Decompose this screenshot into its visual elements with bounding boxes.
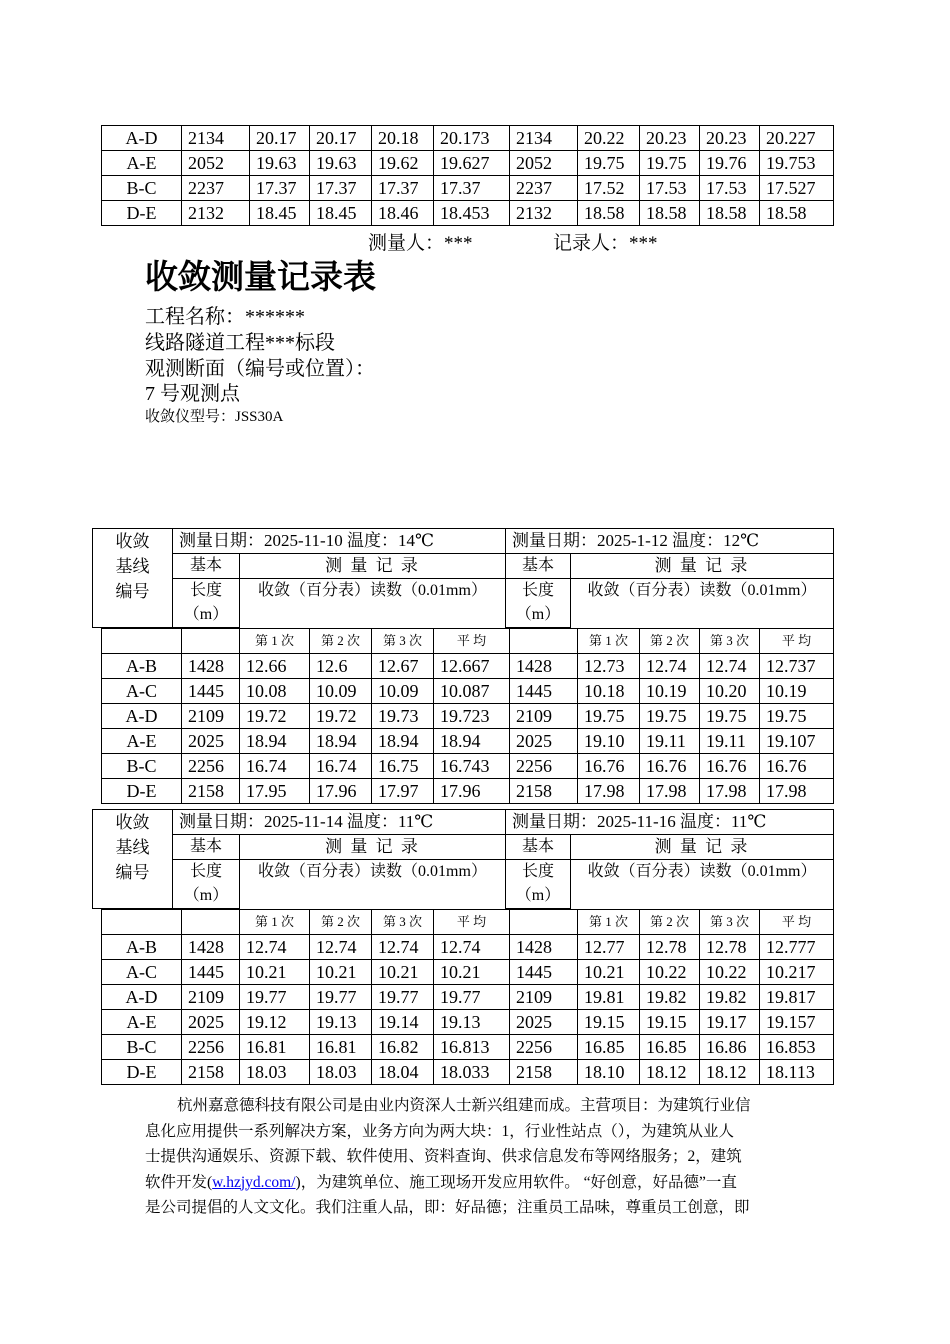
value-cell: 20.22: [578, 126, 640, 151]
column-header: 第 3 次: [700, 910, 760, 935]
value-cell: 18.03: [240, 1060, 310, 1085]
table-row: [102, 729, 834, 754]
top-data-table: [101, 125, 834, 226]
value-cell: 17.97: [372, 779, 434, 804]
base-length-unit: （m）: [173, 603, 240, 628]
value-cell: 18.94: [240, 729, 310, 754]
record-label: 测 量 记 录: [240, 554, 506, 579]
date-right: 测量日期：2025-1-12 温度：12℃: [506, 529, 834, 554]
baseline-id: D-E: [102, 1060, 182, 1085]
value-cell: 19.12: [240, 1010, 310, 1035]
paragraph-line: [145, 1170, 751, 1196]
baseline-id: A-D: [102, 704, 182, 729]
baseline-label-2: 基线: [115, 838, 150, 857]
value-cell: 2134: [510, 126, 578, 151]
value-cell: 12.74: [310, 935, 372, 960]
table-row: [102, 935, 834, 960]
baseline-id: A-B: [102, 654, 182, 679]
baseline-id: A-E: [102, 151, 182, 176]
value-cell: 16.82: [372, 1035, 434, 1060]
empty-cell: [510, 629, 578, 654]
value-cell: 2237: [510, 176, 578, 201]
value-cell: 19.11: [640, 729, 700, 754]
value-cell: 18.58: [700, 201, 760, 226]
value-cell: 19.627: [434, 151, 510, 176]
value-cell: 17.95: [240, 779, 310, 804]
table-row: [102, 126, 834, 151]
baseline-id: A-E: [102, 1010, 182, 1035]
value-cell: 19.817: [760, 985, 834, 1010]
value-cell: 2132: [510, 201, 578, 226]
value-cell: 17.98: [578, 779, 640, 804]
table1-data: [101, 628, 834, 804]
paragraph-line: 息化应用提供一系列解决方案，业务方向为两大块：1，行业性站点（），为建筑从业人: [145, 1122, 735, 1140]
value-cell: 18.58: [760, 201, 834, 226]
value-cell: 19.15: [640, 1010, 700, 1035]
value-cell: 17.98: [700, 779, 760, 804]
value-cell: 2025: [182, 729, 240, 754]
column-header: 第 2 次: [640, 910, 700, 935]
base-length-unit: （m）: [506, 603, 571, 628]
base-length-label: 基本: [506, 835, 571, 860]
value-cell: 16.85: [640, 1035, 700, 1060]
base-length-label: 长度: [173, 579, 240, 604]
value-cell: 19.15: [578, 1010, 640, 1035]
value-cell: 12.67: [372, 654, 434, 679]
value-cell: 18.04: [372, 1060, 434, 1085]
value-cell: 1428: [510, 935, 578, 960]
value-cell: 2025: [510, 729, 578, 754]
value-cell: 2256: [510, 1035, 578, 1060]
empty-cell: [510, 910, 578, 935]
value-cell: 18.10: [578, 1060, 640, 1085]
value-cell: 16.75: [372, 754, 434, 779]
value-cell: 2256: [182, 754, 240, 779]
baseline-id: A-C: [102, 960, 182, 985]
value-cell: 19.82: [700, 985, 760, 1010]
base-length-label: 基本: [506, 554, 571, 579]
value-cell: 2052: [510, 151, 578, 176]
value-cell: 19.107: [760, 729, 834, 754]
value-cell: 2052: [182, 151, 250, 176]
baseline-id: A-B: [102, 935, 182, 960]
value-cell: 19.13: [310, 1010, 372, 1035]
company-paragraph: [145, 1093, 751, 1221]
value-cell: 12.74: [700, 654, 760, 679]
value-cell: 18.58: [578, 201, 640, 226]
table-row: [102, 1060, 834, 1085]
instrument-model: 收敛仪型号：JSS30A: [145, 409, 284, 425]
value-cell: 16.85: [578, 1035, 640, 1060]
base-length-label: 基本: [173, 554, 240, 579]
value-cell: 10.21: [240, 960, 310, 985]
baseline-id: B-C: [102, 754, 182, 779]
project-name: 工程名称：******: [145, 306, 305, 328]
baseline-id: D-E: [102, 201, 182, 226]
value-cell: 18.94: [372, 729, 434, 754]
value-cell: 20.227: [760, 126, 834, 151]
paragraph-line: 士提供沟通娱乐、资源下载、软件使用、资料查询、供求信息发布等网络服务；2，建筑: [145, 1148, 742, 1165]
record-label: 测 量 记 录: [240, 835, 506, 860]
value-cell: 17.527: [760, 176, 834, 201]
value-cell: 2256: [182, 1035, 240, 1060]
value-cell: 20.173: [434, 126, 510, 151]
paragraph-line: 杭州嘉意德科技有限公司是由业内资深人士新兴组建而成。主营项目：为建筑行业信: [177, 1097, 751, 1114]
value-cell: 2132: [182, 201, 250, 226]
value-cell: 20.18: [372, 126, 434, 151]
value-cell: 1428: [182, 935, 240, 960]
value-cell: 12.73: [578, 654, 640, 679]
empty-cell: [102, 910, 182, 935]
value-cell: 10.18: [578, 679, 640, 704]
value-cell: 19.77: [310, 985, 372, 1010]
base-length-unit: （m）: [173, 884, 240, 909]
value-cell: 19.14: [372, 1010, 434, 1035]
value-cell: 10.087: [434, 679, 510, 704]
value-cell: 19.77: [434, 985, 510, 1010]
value-cell: 16.853: [760, 1035, 834, 1060]
value-cell: 1445: [510, 960, 578, 985]
value-cell: 20.17: [310, 126, 372, 151]
value-cell: 12.6: [310, 654, 372, 679]
value-cell: 10.08: [240, 679, 310, 704]
value-cell: 19.10: [578, 729, 640, 754]
value-cell: 19.75: [640, 704, 700, 729]
value-cell: 12.74: [434, 935, 510, 960]
value-cell: 1445: [182, 679, 240, 704]
value-cell: 19.62: [372, 151, 434, 176]
value-cell: 10.22: [700, 960, 760, 985]
column-header: 第 2 次: [310, 629, 372, 654]
value-cell: 19.76: [700, 151, 760, 176]
observation-section: 观测断面（编号或位置）：: [145, 358, 375, 380]
value-cell: 1428: [182, 654, 240, 679]
paragraph-text: )，为建筑单位、施工现场开发应用软件。 “好创意，好品德”一直: [295, 1173, 737, 1191]
value-cell: 16.74: [310, 754, 372, 779]
value-cell: 16.76: [640, 754, 700, 779]
value-cell: 19.77: [372, 985, 434, 1010]
baseline-label-1: 收敛: [115, 813, 150, 832]
column-header: 第 1 次: [240, 910, 310, 935]
column-header: 第 1 次: [240, 629, 310, 654]
table-row: [102, 779, 834, 804]
page-title: 收敛测量记录表: [145, 260, 376, 296]
value-cell: 18.46: [372, 201, 434, 226]
column-header: 第 3 次: [700, 629, 760, 654]
value-cell: 12.74: [372, 935, 434, 960]
paragraph-line: 是公司提倡的人文文化。我们注重人品，即：好品德；注重员工品味，尊重员工创意，即: [145, 1199, 750, 1216]
value-cell: 18.45: [310, 201, 372, 226]
value-cell: 16.86: [700, 1035, 760, 1060]
recorder-signature: 记录人：***: [553, 233, 658, 254]
value-cell: 18.113: [760, 1060, 834, 1085]
date-left: 测量日期：2025-11-10 温度：14℃: [173, 529, 506, 554]
value-cell: 10.21: [310, 960, 372, 985]
value-cell: 20.23: [700, 126, 760, 151]
value-cell: 2109: [182, 985, 240, 1010]
value-cell: 17.37: [434, 176, 510, 201]
table-row: [102, 754, 834, 779]
value-cell: 12.74: [240, 935, 310, 960]
base-length-label: 基本: [173, 835, 240, 860]
value-cell: 2025: [182, 1010, 240, 1035]
value-cell: 12.777: [760, 935, 834, 960]
value-cell: 10.21: [578, 960, 640, 985]
column-header-row: [102, 629, 834, 654]
baseline-id: A-D: [102, 126, 182, 151]
value-cell: 17.96: [310, 779, 372, 804]
table-row: [102, 679, 834, 704]
value-cell: 16.81: [240, 1035, 310, 1060]
value-cell: 10.09: [310, 679, 372, 704]
value-cell: 12.77: [578, 935, 640, 960]
value-cell: 1445: [510, 679, 578, 704]
column-header-row: [102, 910, 834, 935]
baseline-id: A-C: [102, 679, 182, 704]
value-cell: 10.19: [640, 679, 700, 704]
value-cell: 19.72: [310, 704, 372, 729]
value-cell: 2158: [510, 779, 578, 804]
column-header: 第 1 次: [578, 910, 640, 935]
base-length-label: 长度: [173, 860, 240, 885]
value-cell: 19.75: [760, 704, 834, 729]
value-cell: 19.77: [240, 985, 310, 1010]
baseline-label-2: 基线: [115, 557, 150, 576]
table-row: [102, 985, 834, 1010]
value-cell: 19.17: [700, 1010, 760, 1035]
value-cell: 17.37: [372, 176, 434, 201]
reading-label: 收敛（百分表）读数（0.01mm）: [240, 860, 506, 909]
value-cell: 17.37: [250, 176, 310, 201]
value-cell: 1428: [510, 654, 578, 679]
empty-cell: [182, 629, 240, 654]
value-cell: 2134: [182, 126, 250, 151]
column-header: 第 1 次: [578, 629, 640, 654]
column-header: 第 2 次: [640, 629, 700, 654]
empty-cell: [102, 629, 182, 654]
baseline-label-1: 收敛: [115, 532, 150, 551]
baseline-label-3: 编号: [115, 863, 150, 882]
value-cell: 17.37: [310, 176, 372, 201]
value-cell: 17.96: [434, 779, 510, 804]
value-cell: 18.12: [640, 1060, 700, 1085]
value-cell: 18.45: [250, 201, 310, 226]
paragraph-text: 软件开发(: [145, 1173, 213, 1191]
value-cell: 12.737: [760, 654, 834, 679]
value-cell: 18.03: [310, 1060, 372, 1085]
reading-label: 收敛（百分表）读数（0.01mm）: [240, 579, 506, 628]
base-length-unit: （m）: [506, 884, 571, 909]
column-header: 平 均: [760, 629, 834, 654]
value-cell: 1445: [182, 960, 240, 985]
record-label: 测 量 记 录: [571, 554, 834, 579]
value-cell: 2025: [510, 1010, 578, 1035]
reading-label: 收敛（百分表）读数（0.01mm）: [571, 860, 834, 909]
value-cell: 20.17: [250, 126, 310, 151]
baseline-id: A-D: [102, 985, 182, 1010]
value-cell: 10.09: [372, 679, 434, 704]
value-cell: 19.72: [240, 704, 310, 729]
value-cell: 18.58: [640, 201, 700, 226]
column-header: 第 2 次: [310, 910, 372, 935]
value-cell: 16.74: [240, 754, 310, 779]
value-cell: 20.23: [640, 126, 700, 151]
table-row: [102, 704, 834, 729]
value-cell: 12.78: [640, 935, 700, 960]
value-cell: 2109: [510, 704, 578, 729]
empty-cell: [182, 910, 240, 935]
column-header: 平 均: [760, 910, 834, 935]
value-cell: 12.66: [240, 654, 310, 679]
column-header: 第 3 次: [372, 910, 434, 935]
value-cell: 19.63: [310, 151, 372, 176]
table-row: [102, 201, 834, 226]
table-row: [102, 1035, 834, 1060]
value-cell: 10.22: [640, 960, 700, 985]
table-row: [102, 176, 834, 201]
record-label: 测 量 记 录: [571, 835, 834, 860]
value-cell: 17.98: [640, 779, 700, 804]
base-length-label: 长度: [506, 579, 571, 604]
baseline-id: B-C: [102, 176, 182, 201]
table-row: [102, 960, 834, 985]
baseline-label-3: 编号: [115, 582, 150, 601]
value-cell: 16.76: [700, 754, 760, 779]
observation-point: 7 号观测点: [145, 383, 240, 405]
value-cell: 10.19: [760, 679, 834, 704]
column-header: 平 均: [434, 629, 510, 654]
value-cell: 16.76: [578, 754, 640, 779]
value-cell: 16.813: [434, 1035, 510, 1060]
value-cell: 2109: [510, 985, 578, 1010]
value-cell: 10.21: [372, 960, 434, 985]
date-right: 测量日期：2025-11-16 温度：11℃: [506, 810, 834, 835]
value-cell: 19.63: [250, 151, 310, 176]
value-cell: 18.12: [700, 1060, 760, 1085]
baseline-id: D-E: [102, 779, 182, 804]
base-length-label: 长度: [506, 860, 571, 885]
value-cell: 2256: [510, 754, 578, 779]
value-cell: 16.76: [760, 754, 834, 779]
reading-label: 收敛（百分表）读数（0.01mm）: [571, 579, 834, 628]
value-cell: 19.82: [640, 985, 700, 1010]
value-cell: 2109: [182, 704, 240, 729]
baseline-id: B-C: [102, 1035, 182, 1060]
value-cell: 19.11: [700, 729, 760, 754]
value-cell: 17.52: [578, 176, 640, 201]
value-cell: 10.217: [760, 960, 834, 985]
column-header: 平 均: [434, 910, 510, 935]
value-cell: 17.53: [640, 176, 700, 201]
value-cell: 19.753: [760, 151, 834, 176]
value-cell: 2158: [510, 1060, 578, 1085]
value-cell: 19.157: [760, 1010, 834, 1035]
value-cell: 16.743: [434, 754, 510, 779]
value-cell: 19.723: [434, 704, 510, 729]
value-cell: 19.81: [578, 985, 640, 1010]
value-cell: 12.74: [640, 654, 700, 679]
date-left: 测量日期：2025-11-14 温度：11℃: [173, 810, 506, 835]
value-cell: 18.033: [434, 1060, 510, 1085]
value-cell: 19.75: [578, 704, 640, 729]
table2-header: [92, 809, 834, 909]
value-cell: 19.75: [700, 704, 760, 729]
column-header: 第 3 次: [372, 629, 434, 654]
value-cell: 19.75: [578, 151, 640, 176]
value-cell: 17.98: [760, 779, 834, 804]
table-row: [102, 1010, 834, 1035]
measurer-signature: 测量人：***: [368, 233, 473, 254]
value-cell: 18.94: [434, 729, 510, 754]
table1-header: [92, 528, 834, 628]
value-cell: 19.75: [640, 151, 700, 176]
value-cell: 16.81: [310, 1035, 372, 1060]
value-cell: 12.667: [434, 654, 510, 679]
value-cell: 2237: [182, 176, 250, 201]
baseline-id: A-E: [102, 729, 182, 754]
value-cell: 19.13: [434, 1010, 510, 1035]
value-cell: 17.53: [700, 176, 760, 201]
line-section: 线路隧道工程***标段: [145, 332, 335, 354]
value-cell: 10.20: [700, 679, 760, 704]
value-cell: 19.73: [372, 704, 434, 729]
value-cell: 18.94: [310, 729, 372, 754]
table-row: [102, 151, 834, 176]
table-row: [102, 654, 834, 679]
value-cell: 2158: [182, 779, 240, 804]
value-cell: 12.78: [700, 935, 760, 960]
value-cell: 2158: [182, 1060, 240, 1085]
website-link[interactable]: w.hzjyd.com/: [212, 1173, 296, 1191]
value-cell: 10.21: [434, 960, 510, 985]
value-cell: 18.453: [434, 201, 510, 226]
table2-data: [101, 909, 834, 1085]
